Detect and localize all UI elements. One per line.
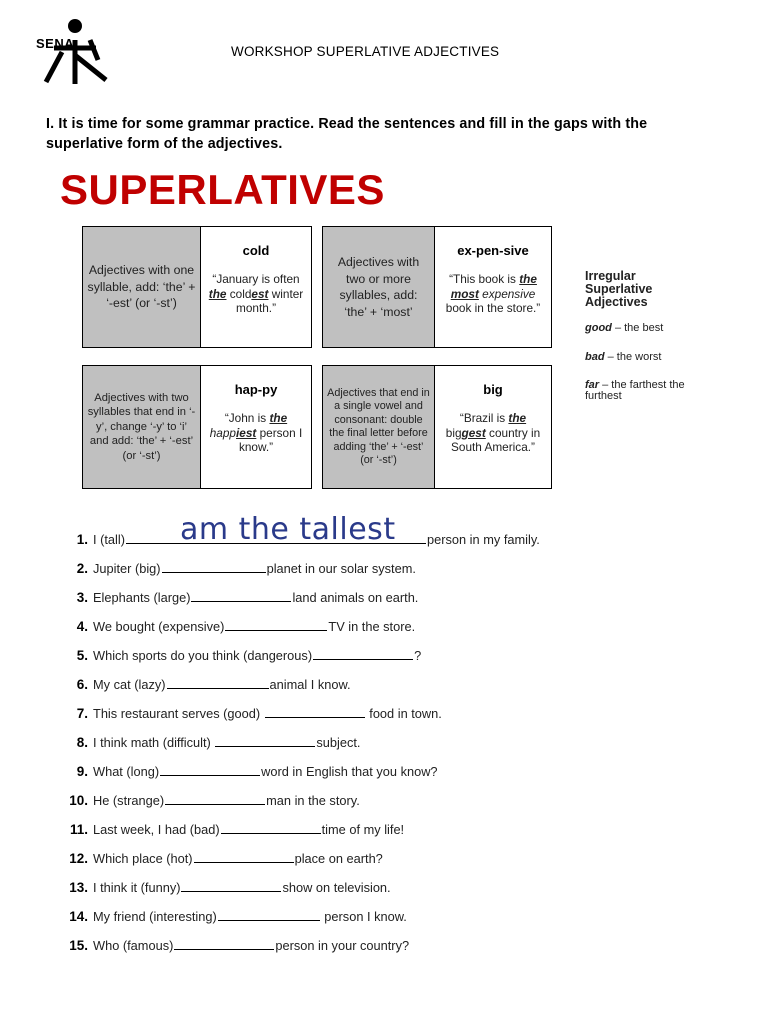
- rule-word: hap-py: [234, 382, 278, 397]
- rule-sentence: “John is the happiest person I know.”: [209, 411, 303, 454]
- handwritten-answer: am the tallest: [180, 512, 396, 547]
- exercise-item: 6. My cat (lazy) animal I know.: [76, 677, 351, 692]
- answer-blank[interactable]: [165, 792, 265, 805]
- exercise-item: 10. He (strange) man in the story.: [69, 793, 360, 808]
- exercise-item: 8. I think math (difficult) subject.: [76, 735, 361, 750]
- answer-blank[interactable]: [181, 879, 281, 892]
- rule-description: Adjectives with two or more syllables, add: ‘the’ + ‘most’: [323, 227, 435, 347]
- rule-example: [201, 227, 311, 347]
- exercise-item: 4. We bought (expensive) TV in the store.: [76, 619, 416, 634]
- answer-blank[interactable]: [194, 850, 294, 863]
- rule-description: Adjectives with two syllables that end in ‘-y’, change ‘-y’ to ‘i’ and add: ‘the’ + ‘-est’ (or ‘-st’): [83, 366, 201, 488]
- answer-blank[interactable]: [126, 531, 426, 544]
- irregular-adjectives: [585, 270, 745, 419]
- irregular-item: good – the best: [585, 322, 664, 334]
- exercise-item: 11. Last week, I had (bad) time of my life!: [69, 822, 405, 837]
- exercise-item: 2. Jupiter (big) planet in our solar system.: [76, 561, 416, 576]
- answer-blank[interactable]: [174, 937, 274, 950]
- superlatives-heading: SUPERLATIVES: [60, 166, 385, 213]
- rule-sentence: “This book is the most expensive book in the store.”: [445, 272, 541, 315]
- answer-blank[interactable]: [218, 908, 320, 921]
- exercise-item: 13. I think it (funny) show on television.: [69, 880, 391, 895]
- sena-logo: [36, 18, 114, 86]
- exercise-item: 14. My friend (interesting) person I know.: [69, 909, 407, 924]
- rule-example: [435, 227, 551, 347]
- answer-blank[interactable]: [160, 763, 260, 776]
- rule-word: cold: [242, 243, 270, 258]
- exercise-item: 7. This restaurant serves (good) food in town.: [76, 706, 442, 721]
- logo-text: SENA: [36, 36, 75, 51]
- rule-sentence: “Brazil is the biggest country in South America.”: [445, 411, 541, 454]
- irregular-item: far – the farthest the furthest: [585, 379, 685, 402]
- rule-word: big: [483, 382, 503, 397]
- exercise-item: 1. I (tall) person in my family.: [76, 532, 540, 547]
- exercise-item: 3. Elephants (large) land animals on earth.: [76, 590, 419, 605]
- rule-word: ex-pen-sive: [457, 243, 529, 258]
- instructions: I. It is time for some grammar practice. Read the sentences and fill in the gaps with the superlative form of the adjectives.: [46, 116, 648, 152]
- answer-blank[interactable]: [265, 705, 365, 718]
- rule-box-two-syllables: [322, 226, 552, 348]
- rule-box-ending-y: [82, 365, 312, 489]
- rule-sentence: “January is often the coldest winter month.”: [208, 272, 304, 315]
- sena-logo-icon: [36, 18, 114, 86]
- rule-description: Adjectives with one syllable, add: ‘the’ + ‘-est’ (or ‘-st’): [83, 227, 201, 347]
- rule-box-one-syllable: [82, 226, 312, 348]
- answer-blank[interactable]: [162, 560, 266, 573]
- exercise-item: 12. Which place (hot) place on earth?: [69, 851, 383, 866]
- rule-example: [201, 366, 311, 488]
- document-title: WORKSHOP SUPERLATIVE ADJECTIVES: [231, 44, 500, 59]
- answer-blank[interactable]: [313, 647, 413, 660]
- answer-blank[interactable]: [215, 734, 315, 747]
- exercise-item: 5. Which sports do you think (dangerous) ?: [76, 648, 422, 663]
- rule-description: Adjectives that end in a single vowel and consonant: double the final letter before adding ‘the’ + ‘-est’ (or ‘-st’): [323, 366, 435, 488]
- answer-blank[interactable]: [221, 821, 321, 834]
- exercise-item: 9. What (long) word in English that you know?: [76, 764, 438, 779]
- exercise-item: 15. Who (famous) person in your country?: [69, 938, 410, 953]
- rule-example: [435, 366, 551, 488]
- answer-blank[interactable]: [225, 618, 327, 631]
- rule-box-consonant-doubling: [322, 365, 552, 489]
- answer-blank[interactable]: [191, 589, 291, 602]
- answer-blank[interactable]: [167, 676, 269, 689]
- irregular-item: bad – the worst: [585, 351, 662, 363]
- irregular-title: Irregular Superlative Adjectives: [585, 269, 653, 309]
